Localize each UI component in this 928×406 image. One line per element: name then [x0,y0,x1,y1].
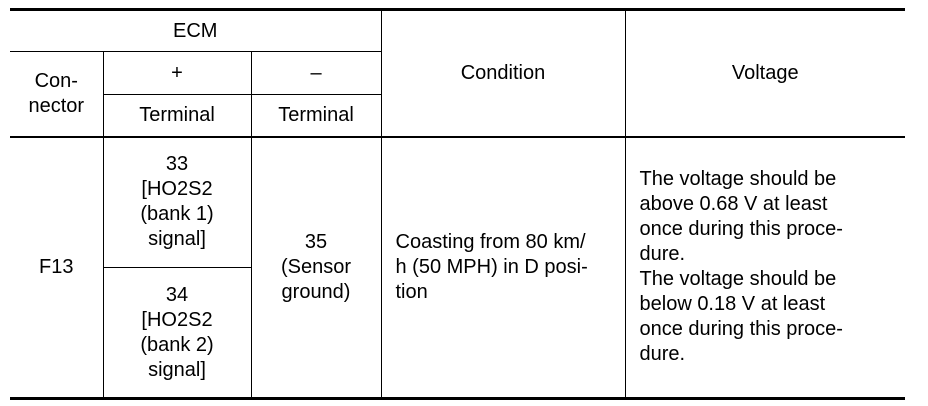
terminal-minus-header: Terminal [251,95,381,137]
terminal-plus-header: Terminal [103,95,251,137]
condition-line: h (50 MPH) in D posi- [395,255,588,278]
terminal-desc-line: (Sensor [280,255,352,278]
ecm-header: ECM [10,10,381,52]
connector-header-line1: Con- [34,69,78,92]
connector-header-line2: nector [28,94,85,117]
terminal-desc-line: [HO2S2 [141,308,213,331]
terminal-desc-line: signal] [148,228,206,251]
condition-line: tion [395,280,428,303]
spec-table-wrapper [10,8,905,400]
voltage-line: The voltage should be [639,168,837,191]
terminal-desc-line: [HO2S2 [141,178,213,201]
condition-header: Condition [381,10,625,137]
voltage-line: below 0.18 V at least [639,293,826,316]
voltage-line: The voltage should be [639,268,837,291]
voltage-line: above 0.68 V at least [639,193,828,216]
ecm-voltage-table [10,8,905,400]
plus-terminal-cell-2 [103,268,251,399]
voltage-cell [625,137,905,399]
voltage-line: once during this proce- [639,318,843,341]
voltage-line: dure. [639,343,686,366]
minus-header: – [251,52,381,95]
terminal-desc-line: signal] [148,358,206,381]
terminal-desc-line: (bank 1) [140,203,214,226]
terminal-number: 34 [165,283,189,306]
plus-terminal-cell-1 [103,137,251,268]
terminal-number: 35 [304,230,328,253]
voltage-header: Voltage [625,10,905,137]
connector-value: F13 [10,137,103,399]
terminal-desc-line: ground) [281,280,351,303]
minus-terminal-cell [251,137,381,399]
terminal-desc-line: (bank 2) [140,333,214,356]
condition-line: Coasting from 80 km/ [395,230,586,253]
terminal-number: 33 [165,153,189,176]
plus-header: + [103,52,251,95]
connector-header [10,52,103,137]
voltage-line: once during this proce- [639,218,843,241]
voltage-line: dure. [639,243,686,266]
condition-cell [381,137,625,399]
